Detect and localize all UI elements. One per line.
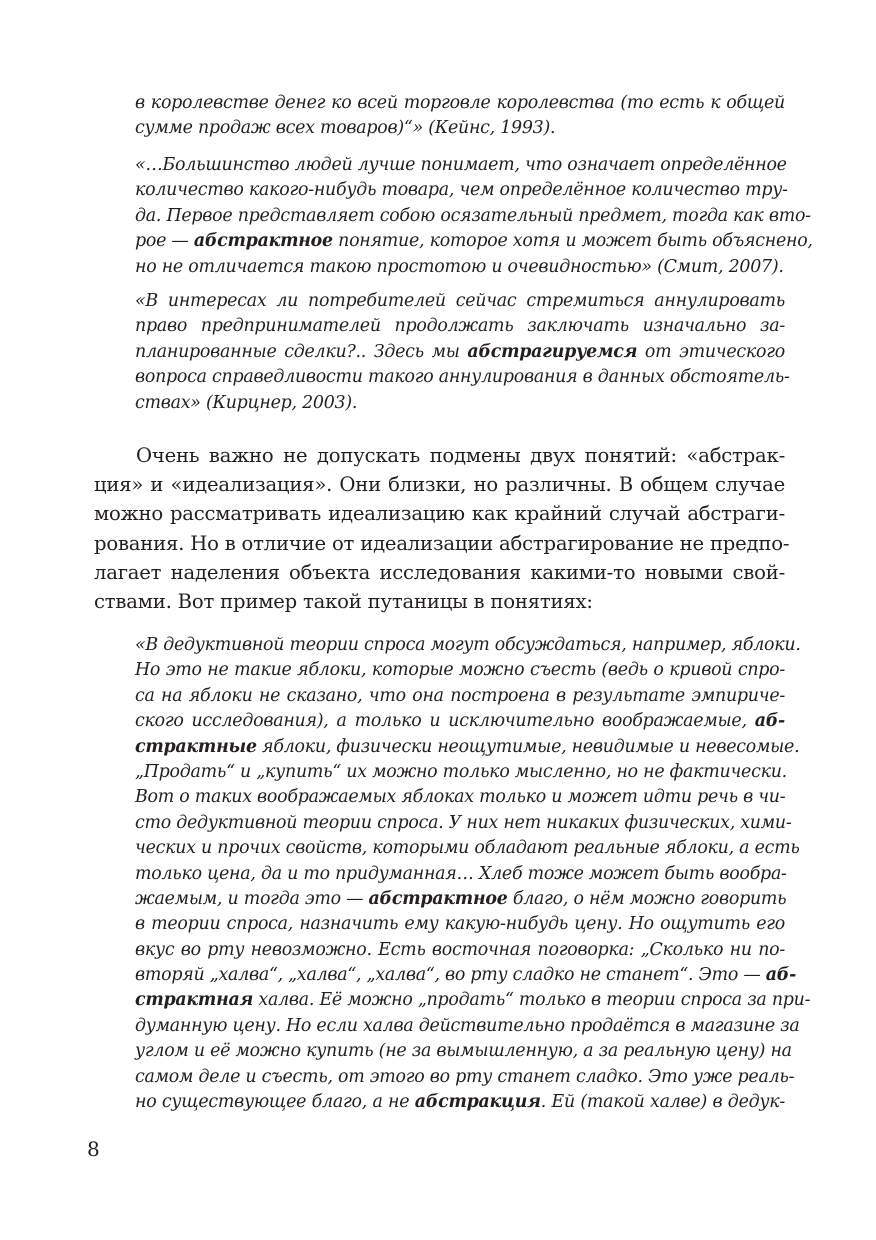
quote-keynes xyxy=(135,91,785,142)
highlight-term: абстракция xyxy=(414,1092,541,1113)
quote-line: вторяй „халва“, „халва“, „халва“, во рту сладко не станет“. Это — аб- xyxy=(135,965,797,986)
quote-line: в королевстве денег ко всей торговле королевства (то есть к общей xyxy=(135,93,785,113)
quote-line: Но это не такие яблоки, которые можно съесть (ведь о кривой спро- xyxy=(135,660,785,681)
quote-line: углом и её можно купить (не за вымышленную, а за реальную цену) на xyxy=(135,1041,792,1062)
quote-line: количество какого-нибудь товара, чем определённое количество тру- xyxy=(135,180,788,201)
quote-line: самом деле и съесть, от этого во рту станет сладко. Это уже реаль- xyxy=(135,1066,795,1087)
quote-line: «…Большинство людей лучше понимает, что означает определённое xyxy=(135,155,787,175)
body-paragraph xyxy=(94,441,790,616)
body-line: Очень важно не допускать подмены двух понятий: «абстрак- xyxy=(136,444,785,467)
quote-line: только цена, да и то придуманная… Хлеб тоже может быть вообра- xyxy=(135,863,787,884)
quote-line: «В дедуктивной теории спроса могут обсуждаться, например, яблоки. xyxy=(135,635,801,655)
body-line: ствами. Вот пример такой путаницы в понятиях: xyxy=(94,589,593,613)
body-line: рования. Но в отличие от идеализации абстрагирование не предпо- xyxy=(94,531,790,555)
quote-line: „Продать“ и „купить“ их можно только мысленно, но не фактически. xyxy=(135,761,787,782)
quote-smith xyxy=(135,153,813,280)
quote-line: но существующее благо, а не абстракция. Ей (такой халве) в дедук- xyxy=(135,1092,785,1113)
highlight-term: абстрактное xyxy=(368,888,508,909)
body-line: лагает наделения объекта исследования какими-то новыми свой- xyxy=(94,560,785,584)
quote-line: вкус во рту невозможно. Есть восточная поговорка: „Сколько ни по- xyxy=(135,939,785,960)
quote-line: ческих и прочих свойств, которыми обладают реальные яблоки, а есть xyxy=(135,838,800,859)
quote-line: да. Первое представляет собою осязательный предмет, тогда как вто- xyxy=(135,205,811,226)
quote-line: жаемым, и тогда это — абстрактное благо, о нём можно говорить xyxy=(135,888,787,909)
highlight-term: абстрагируемся xyxy=(467,341,638,362)
highlight-term: аб- xyxy=(754,711,785,732)
highlight-term: аб- xyxy=(765,965,797,986)
quote-line: страктная халва. Её можно „продать“ только в теории спроса за при- xyxy=(135,990,811,1011)
body-line: можно рассматривать идеализацию как крайний случай абстраги- xyxy=(94,502,785,526)
quote-kirzner xyxy=(135,289,790,416)
quote-line: са на яблоки не сказано, что она построена в результате эмпириче- xyxy=(135,685,785,706)
highlight-term: страктная xyxy=(135,990,254,1011)
quote-line: ствах» (Кирцнер, 2003). xyxy=(135,392,358,413)
quote-line: но не отличается такою простотою и очевидностью» (Смит, 2007). xyxy=(135,256,784,277)
quote-line: в теории спроса, назначить ему какую-нибудь цену. Но ощутить его xyxy=(135,914,785,935)
highlight-term: страктные xyxy=(135,736,257,757)
body-line: ция» и «идеализация». Они близки, но различны. В общем случае xyxy=(94,473,785,497)
quote-line: думанную цену. Но если халва действительно продаётся в магазине за xyxy=(135,1015,800,1036)
quote-line: «В интересах ли потребителей сейчас стремиться аннулировать xyxy=(135,291,785,311)
highlight-term: абстрактное xyxy=(193,231,333,252)
quote-line: рое — абстрактное понятие, которое хотя и может быть объяснено, xyxy=(135,231,813,252)
quote-line: страктные яблоки, физически неощутимые, невидимые и невесомые. xyxy=(135,736,800,757)
quote-line: ского исследования), а только и исключительно воображаемые, аб- xyxy=(135,711,785,732)
quote-line: Вот о таких воображаемых яблоках только и может идти речь в чи- xyxy=(135,787,786,808)
quote-line: вопроса справедливости такого аннулирования в данных обстоятель- xyxy=(135,367,790,388)
quote-apples xyxy=(135,633,811,1115)
quote-line: сумме продаж всех товаров)“» (Кейнс, 1993). xyxy=(135,118,556,139)
quote-line: право предпринимателей продолжать заключать изначально за- xyxy=(135,316,785,337)
quote-line: планированные сделки?.. Здесь мы абстрагируемся от этического xyxy=(135,341,785,362)
page-number: 8 xyxy=(87,1137,100,1161)
quote-line: сто дедуктивной теории спроса. У них нет никаких физических, хими- xyxy=(135,812,792,833)
